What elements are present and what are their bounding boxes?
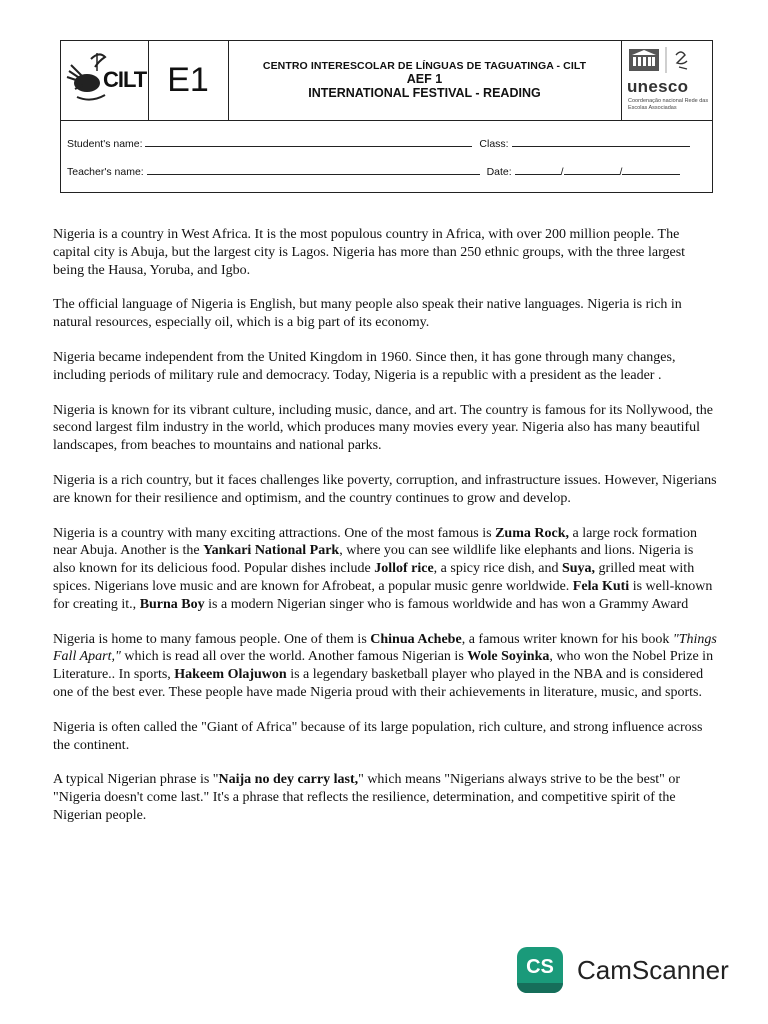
- date-label: Date:: [486, 166, 512, 178]
- bold-term: Zuma Rock,: [495, 525, 569, 541]
- date-separator: /: [560, 166, 564, 178]
- class-field[interactable]: [512, 137, 690, 147]
- bold-term: Hakeem Olajuwon: [174, 667, 287, 683]
- bold-term: Naija no dey carry last,: [218, 772, 359, 788]
- teacher-row: [67, 165, 680, 178]
- bold-term: Fela Kuti: [572, 578, 630, 594]
- paragraph-famous-people: Nigeria is home to many famous people. One of them is Chinua Achebe, a famous writer known for his book "Things Fall Apart," which is read all over the world. Another famous Nigerian is Wole Soyinka, who won the Nobel Prize in Literature.. In sports, Hakeem Olajuwon is a legendary basketball player who played in the NBA and is considered one of the best ever. These people have made Nigeria proud with their achievements in literature, music, and sports.: [53, 631, 717, 700]
- teacher-name-label: Teacher's name:: [67, 166, 144, 178]
- festival-title: INTERNATIONAL FESTIVAL - READING: [308, 86, 541, 100]
- bold-term: Jollof rice: [374, 561, 434, 577]
- paragraph: Nigeria is often called the "Giant of Africa" because of its large population, rich culture, and strong influence across the continent.: [53, 719, 703, 753]
- paragraph: Nigeria is known for its vibrant culture, including music, dance, and art. The country is famous for its Nollywood, the second largest film industry in the world, which produces many movies every year. Nigeria also has many beautiful landscapes, from beaches to mountains and national parks.: [53, 402, 713, 454]
- book-title: "Things Fall Apart,": [53, 631, 717, 665]
- worksheet-header: [60, 40, 713, 193]
- assessment-name: AEF 1: [406, 72, 443, 86]
- worksheet-code: E1: [148, 41, 229, 120]
- unesco-logo: [621, 41, 714, 120]
- date-month-field[interactable]: [564, 165, 620, 175]
- unesco-temple-icon: [621, 41, 714, 77]
- bold-term: Yankari National Park: [203, 543, 340, 559]
- date-year-field[interactable]: [622, 165, 680, 175]
- teacher-name-field[interactable]: [147, 165, 480, 175]
- date-separator: /: [619, 166, 623, 178]
- paragraph-attractions: Nigeria is a country with many exciting attractions. One of the most famous is Zuma Rock, a large rock formation near Abuja. Another is the Yankari National Park, where you can see wildlife like elephants and lions. Nigeria is also known for its delicious food. Popular dishes include Jollof rice, a spicy rice dish, and Suya, grilled meat with spices. Nigerians love music and are known for Afrobeat, a popular music genre worldwide. Fela Kuti is well-known for creating it., Burna Boy is a modern Nigerian singer who is famous worldwide and has won a Grammy Award: [53, 525, 713, 612]
- paragraph: Nigeria is a country in West Africa. It is the most populous country in Africa, with over 200 million people. The capital city is Abuja, but the largest city is Lagos. Nigeria has more than 250 ethnic groups, with the three largest being the Hausa, Yoruba, and Igbo.: [53, 227, 686, 278]
- school-name: CENTRO INTERESCOLAR DE LÍNGUAS DE TAGUATINGA - CILT: [262, 60, 587, 72]
- student-row: [67, 137, 690, 150]
- camscanner-watermark: [517, 946, 729, 994]
- camscanner-icon: CS: [517, 947, 563, 993]
- cilt-logo-text: CILT: [103, 67, 147, 92]
- cilt-logo: [61, 41, 149, 120]
- camscanner-name: CamScanner: [577, 954, 729, 985]
- unesco-wordmark: unesco: [627, 77, 689, 96]
- reading-text: [53, 226, 718, 842]
- date-day-field[interactable]: [515, 165, 561, 175]
- paragraph: Nigeria became independent from the United Kingdom in 1960. Since then, it has gone through many changes, including periods of military rule and democracy. Today, Nigeria is a republic with a president as the leader .: [53, 349, 676, 383]
- student-name-field[interactable]: [145, 137, 472, 147]
- bold-term: Wole Soyinka: [467, 649, 550, 665]
- paragraph: Nigeria is a rich country, but it faces challenges like poverty, corruption, and infrastructure issues. However, Nigerians are known for their resilience and optimism, and the country continues to grow and develop.: [53, 472, 717, 506]
- header-top-row: [61, 41, 712, 121]
- bold-term: Chinua Achebe: [370, 631, 462, 647]
- bold-term: Burna Boy: [139, 596, 205, 612]
- header-title-block: [228, 41, 622, 120]
- bold-term: Suya,: [561, 561, 596, 577]
- student-name-label: Student's name:: [67, 138, 143, 150]
- unesco-subtitle: Coordenação nacional Rede das Escolas Associadas: [628, 98, 709, 111]
- paragraph: The official language of Nigeria is English, but many people also speak their native languages. Nigeria is rich in natural resources, especially oil, which is a big part of its economy.: [53, 297, 682, 331]
- class-label: Class:: [479, 138, 509, 150]
- paragraph-phrase: A typical Nigerian phrase is "Naija no dey carry last," which means "Nigerians always strive to be the best" or "Nigeria doesn't come last." It's a phrase that reflects the resilience, determination, and competitive spirit of the Nigerian people.: [53, 772, 681, 823]
